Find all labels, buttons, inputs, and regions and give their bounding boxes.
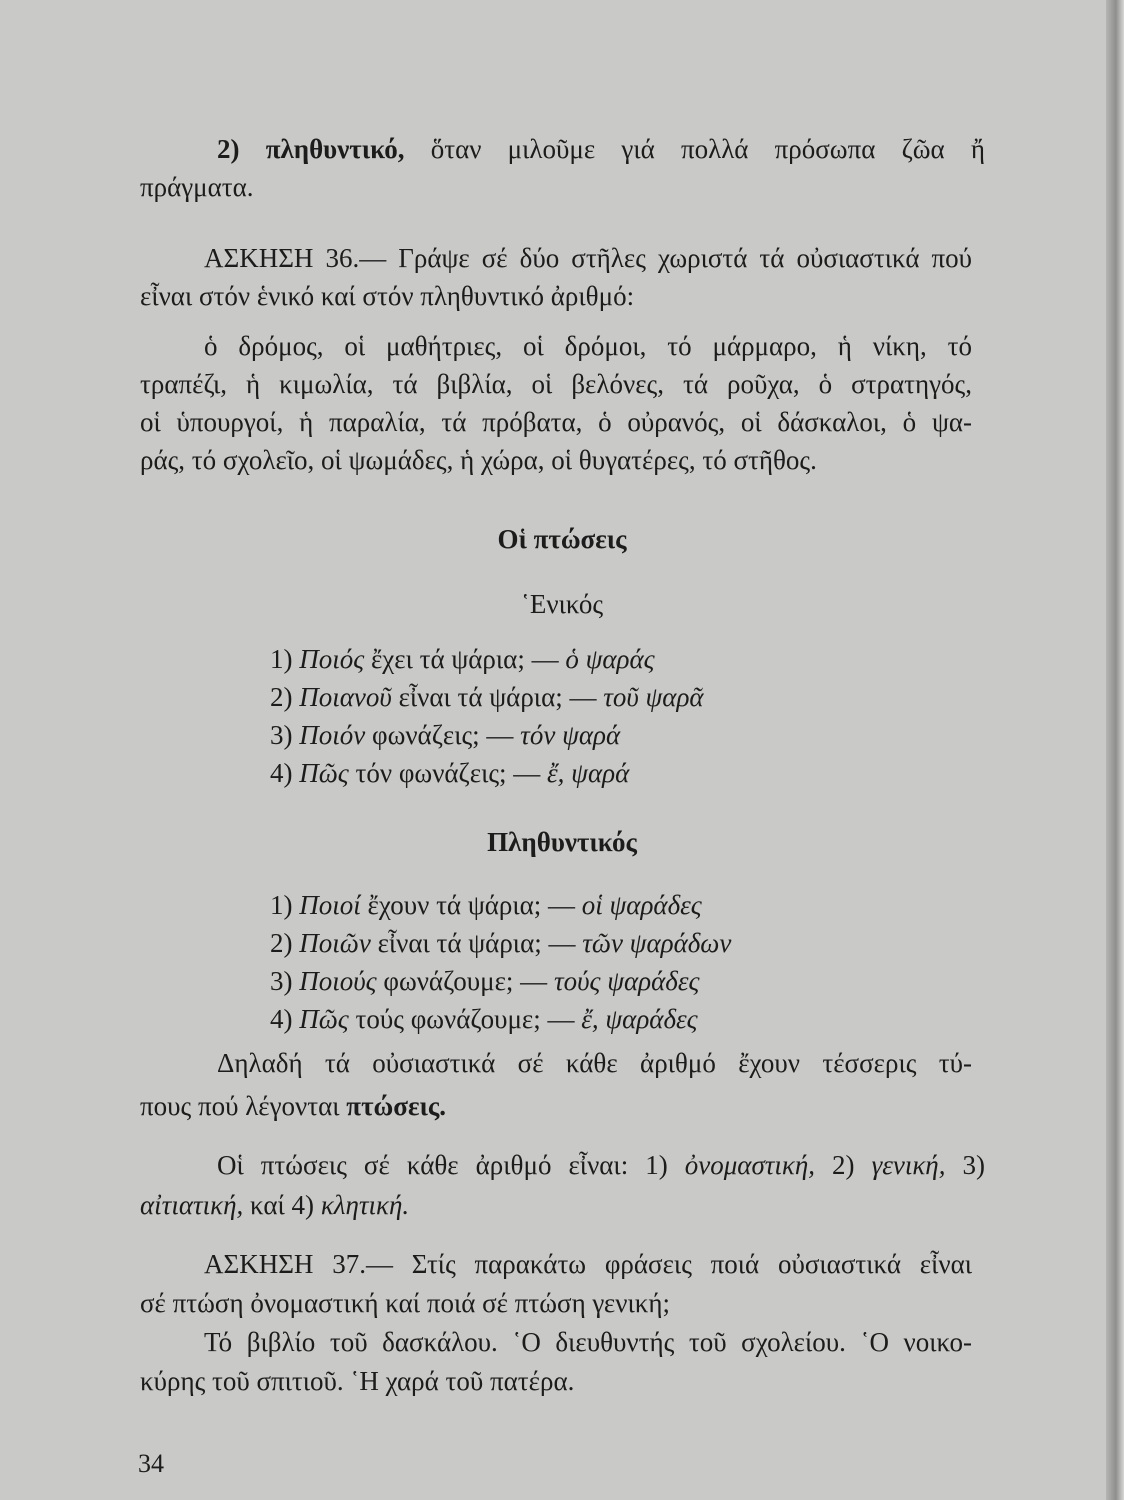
case-question: Πῶς [299,758,349,788]
page-edge-shadow [1106,0,1124,1500]
text-line: εἶναι στόν ἑνικό καί στόν πληθυντικό ἀριθμό: [140,281,635,311]
word-list-line: ράς, τό σχολεῖο, οἱ ψωμάδες, ἡ χώρα, οἱ θυγατέρες, τό στῆθος. [140,445,817,475]
case-name: αἰτιατική, [140,1190,244,1220]
word-list-line: οἱ ὑπουργοί, ἡ παραλία, τά πρόβατα, ὁ οὐρανός, οἱ δάσκαλοι, ὁ ψα- [140,407,972,437]
case-answer: τούς ψαράδες [553,966,700,996]
section-title: Οἱ πτώσεις [497,524,627,554]
case-number: 2) [270,682,293,712]
case-mid: εἶναι τά ψάρια; — [370,928,583,958]
text-line: πράγματα. [140,172,254,202]
case-row-singular-3 [270,715,620,755]
text-span: ὅταν μιλοῦμε γιά πολλά πρόσωπα ζῶα ἤ [430,134,985,164]
case-question: Ποιόν [299,720,366,750]
case-answer: οἱ ψαράδες [581,890,702,920]
case-row-singular-2 [270,677,704,717]
case-mid: φωνάζουμε; — [376,966,554,996]
text-line: κύρης τοῦ σπιτιοῦ. ῾Η χαρά τοῦ πατέρα. [140,1366,575,1396]
text-span: 3) [945,1150,985,1180]
case-row-singular-1 [270,639,655,679]
case-number: 1) [270,890,293,920]
exercise-36-heading: ΑΣΚΗΣΗ 36.— Γράψε σέ δύο στῆλες χωριστά τά οὐσιαστικά πού [204,243,972,273]
text-line [140,1084,940,1128]
case-mid: ἔχουν τά ψάρια; — [360,890,582,920]
case-mid: τούς φωνάζουμε; — [348,1004,582,1034]
case-number: 2) [270,928,293,958]
text-line: Δηλαδή τά οὐσιαστικά σέ κάθε ἀριθμό ἔχουν τέσσερις τύ- [217,1048,972,1078]
case-number: 3) [270,966,293,996]
case-row-plural-4 [270,999,698,1039]
case-question: Ποιούς [299,966,377,996]
case-question: Πῶς [299,1004,349,1034]
case-question: Ποιῶν [299,928,371,958]
text-line: σέ πτώση ὀνομαστική καί ποιά σέ πτώση γενική; [140,1288,670,1318]
case-name: κλητική. [320,1190,410,1220]
case-row-singular-4 [270,753,629,793]
case-number: 4) [270,758,293,788]
text-line: Τό βιβλίο τοῦ δασκάλου. ῾Ο διευθυντής τοῦ σχολείου. ῾Ο νοικο- [204,1327,972,1357]
text-span: 2) [815,1150,872,1180]
case-mid: εἶναι τά ψάρια; — [391,682,604,712]
text-line [140,1183,940,1227]
bold-term: πτώσεις. [346,1091,446,1121]
case-mid: φωνάζεις; — [365,720,521,750]
case-answer: ἔ, ψαρά [547,758,630,788]
exercise-37-heading: ΑΣΚΗΣΗ 37.— Στίς παρακάτω φράσεις ποιά οὐσιαστικά εἶναι [204,1249,972,1279]
case-answer: ἔ, ψαράδες [581,1004,698,1034]
case-row-plural-3 [270,961,699,1001]
case-mid: τόν φωνάζεις; — [348,758,548,788]
case-name: ὀνομαστική, [684,1150,816,1180]
text-span: πους πού λέγονται [140,1091,347,1121]
text-span: καί 4) [243,1190,321,1220]
case-answer: τῶν ψαράδων [582,928,732,958]
case-number: 3) [270,720,293,750]
word-list-line: τραπέζι, ἡ κιμωλία, τά βιβλία, οἱ βελόνες, τά ροῦχα, ὁ στρατηγός, [140,369,972,399]
case-row-plural-2 [270,923,731,963]
case-answer: ὁ ψαράς [565,644,655,674]
bold-term: 2) πληθυντικό, [217,134,405,164]
case-question: Ποιοί [299,890,361,920]
case-number: 4) [270,1004,293,1034]
text-span: Οἱ πτώσεις σέ κάθε ἀριθμό εἶναι: 1) [217,1150,685,1180]
case-name: γενική, [871,1150,946,1180]
singular-title: ῾Ενικός [520,589,604,619]
page-number: 34 [138,1449,164,1478]
case-question: Ποιός [299,644,365,674]
case-mid: ἔχει τά ψάρια; — [364,644,566,674]
case-answer: τοῦ ψαρᾶ [603,682,704,712]
text-line [217,1143,985,1187]
plural-title: Πληθυντικός [487,827,637,857]
case-question: Ποιανοῦ [299,682,392,712]
case-answer: τόν ψαρά [520,720,621,750]
case-row-plural-1 [270,885,702,925]
word-list-line: ὁ δρόμος, οἱ μαθήτριες, οἱ δρόμοι, τό μάρμαρο, ἡ νίκη, τό [204,331,972,361]
case-number: 1) [270,644,293,674]
